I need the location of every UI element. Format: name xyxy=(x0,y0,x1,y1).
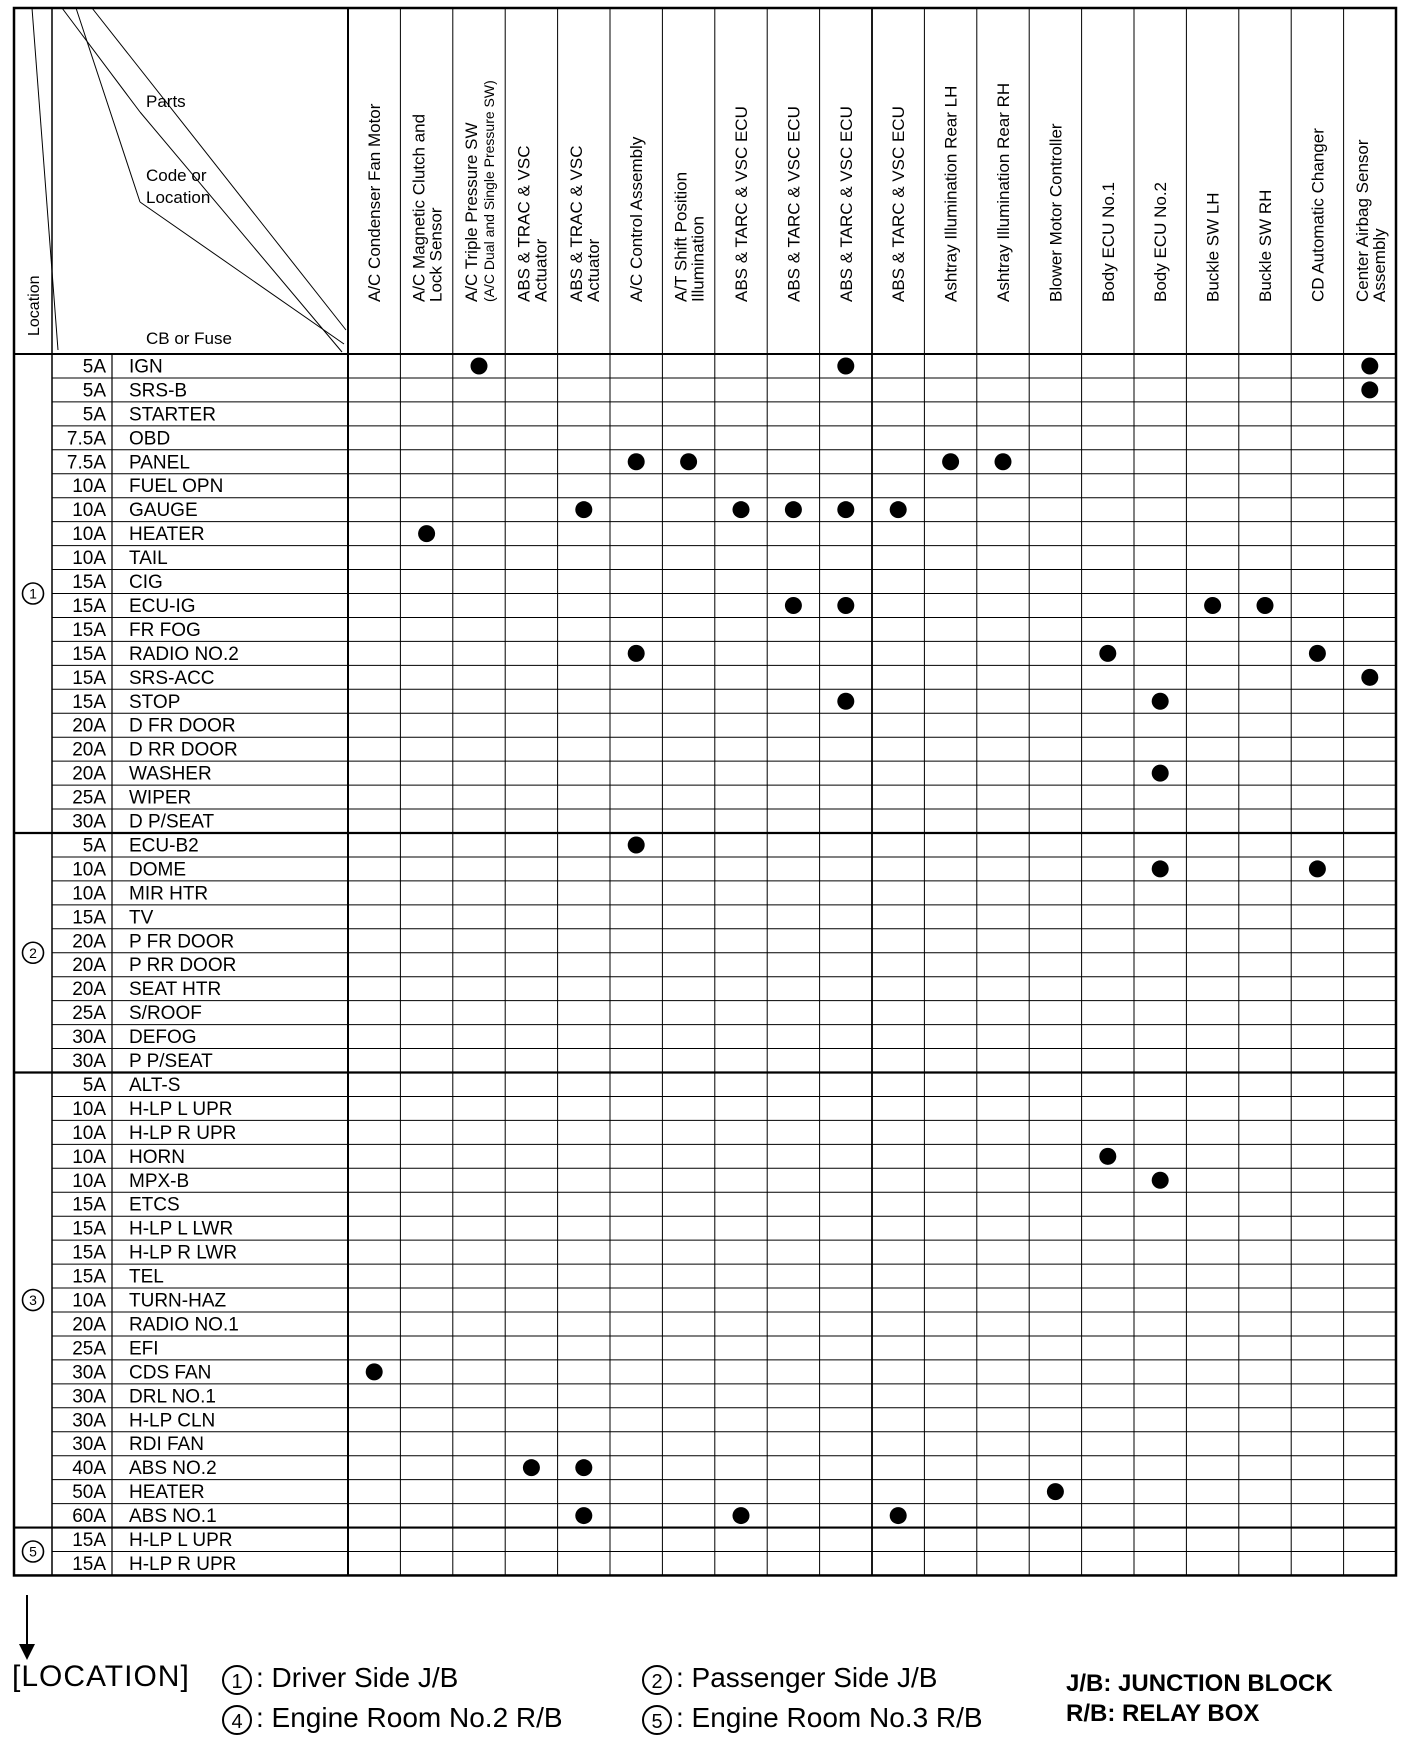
connection-dot xyxy=(1152,860,1169,877)
location-arrow-line xyxy=(26,1595,28,1647)
legend-text: : Passenger Side J/B xyxy=(676,1662,938,1693)
amperage-label: 10A xyxy=(72,1122,106,1144)
connection-dot xyxy=(1309,860,1326,877)
fuse-name-label: RADIO NO.1 xyxy=(129,1314,239,1336)
connection-dot xyxy=(628,836,645,853)
amperage-label: 20A xyxy=(72,979,106,1001)
amperage-label: 15A xyxy=(72,572,106,594)
amperage-label: 5A xyxy=(82,356,106,378)
header-diagonal xyxy=(140,202,344,344)
location-marker-number: 1 xyxy=(29,585,37,602)
amperage-label: 20A xyxy=(72,1314,106,1336)
amperage-label: 50A xyxy=(72,1482,106,1504)
column-header-label: ABS & TARC & VSC ECU xyxy=(732,106,751,302)
connection-dot xyxy=(837,501,854,518)
fuse-name-label: EFI xyxy=(129,1338,159,1360)
fuse-name-label: D FR DOOR xyxy=(129,715,236,737)
fuse-name-label: MIR HTR xyxy=(129,883,209,905)
circled-number-icon: 5 xyxy=(642,1705,672,1735)
amperage-label: 10A xyxy=(72,524,106,546)
connection-dot xyxy=(366,1363,383,1380)
amperage-label: 15A xyxy=(72,643,106,665)
fuse-name-label: H-LP R UPR xyxy=(129,1122,237,1144)
amperage-label: 30A xyxy=(72,1027,106,1049)
circled-number-icon: 1 xyxy=(222,1665,252,1695)
amperage-label: 20A xyxy=(72,931,106,953)
column-header-label: CD Automatic Changer xyxy=(1308,128,1328,302)
fuse-name-label: H-LP L LWR xyxy=(129,1218,234,1240)
fuse-name-label: P P/SEAT xyxy=(129,1051,213,1073)
connection-dot xyxy=(942,453,959,470)
connection-dot xyxy=(1361,381,1378,398)
connection-dot xyxy=(628,645,645,662)
amperage-label: 15A xyxy=(72,1194,106,1216)
amperage-label: 60A xyxy=(72,1506,106,1528)
parts-label: Parts xyxy=(146,92,186,111)
amperage-label: 7.5A xyxy=(66,428,106,450)
connection-dot xyxy=(1152,693,1169,710)
connection-dot xyxy=(1204,597,1221,614)
fuse-name-label: OBD xyxy=(129,428,171,450)
amperage-label: 15A xyxy=(72,907,106,929)
fuse-name-label: RADIO NO.2 xyxy=(129,643,239,665)
fuse-name-label: WIPER xyxy=(129,787,192,809)
fuse-name-label: GAUGE xyxy=(129,500,198,522)
header-diagonal xyxy=(92,8,346,330)
amperage-label: 5A xyxy=(82,835,106,857)
fuse-name-label: HEATER xyxy=(129,524,205,546)
amperage-label: 5A xyxy=(82,404,106,426)
amperage-label: 25A xyxy=(72,1003,106,1025)
column-header-label: Actuator xyxy=(531,238,551,302)
fuse-name-label: TURN-HAZ xyxy=(129,1290,227,1312)
amperage-label: 30A xyxy=(72,1434,106,1456)
fuse-name-label: P RR DOOR xyxy=(129,955,237,977)
column-header-label: ABS & TARC & VSC ECU xyxy=(784,106,804,302)
fuse-name-label: MPX-B xyxy=(129,1170,190,1192)
legend-text: : Engine Room No.2 R/B xyxy=(256,1702,563,1733)
connection-dot xyxy=(1257,597,1274,614)
connection-dot xyxy=(628,453,645,470)
amperage-label: 15A xyxy=(72,667,106,689)
column-header-label: A/C Magnetic Clutch and xyxy=(409,113,429,302)
column-header-label: Buckle SW LH xyxy=(1203,192,1223,302)
fuse-name-label: RDI FAN xyxy=(129,1434,204,1456)
fuse-name-label: SEAT HTR xyxy=(129,979,222,1001)
connection-dot xyxy=(1099,645,1116,662)
connection-dot xyxy=(1152,765,1169,782)
column-header-label: A/T Shift Position xyxy=(671,171,691,302)
fuse-name-label: SRS-ACC xyxy=(129,667,215,689)
amperage-label: 15A xyxy=(72,619,106,641)
column-header-label: Center Airbag Sensor xyxy=(1352,139,1372,302)
cb-or-fuse-label: CB or Fuse xyxy=(146,329,232,348)
amperage-label: 30A xyxy=(72,1051,106,1073)
legend-item-engine-room-3 xyxy=(642,1702,983,1735)
fuse-name-label: TAIL xyxy=(129,548,168,570)
connection-dot xyxy=(1361,669,1378,686)
fuse-name-label: ALT-S xyxy=(129,1074,181,1096)
connection-dot xyxy=(471,357,488,374)
column-header-label: A/C Condenser Fan Motor xyxy=(365,103,385,302)
header-diagonal xyxy=(62,8,140,112)
fuse-name-label: PANEL xyxy=(129,452,190,474)
fuse-name-label: P FR DOOR xyxy=(129,931,235,953)
column-header-label: Illumination xyxy=(688,216,708,302)
fuse-name-label: STARTER xyxy=(129,404,216,426)
connection-dot xyxy=(890,1507,907,1524)
legend-text: : Driver Side J/B xyxy=(256,1662,459,1693)
amperage-label: 5A xyxy=(82,380,106,402)
fuse-name-label: TV xyxy=(129,907,154,929)
amperage-label: 10A xyxy=(72,1170,106,1192)
connection-dot xyxy=(733,1507,750,1524)
amperage-label: 10A xyxy=(72,548,106,570)
column-header-label: A/C Triple Pressure SW xyxy=(462,122,481,302)
legend-item-driver-side xyxy=(222,1662,458,1695)
legend-text: : Engine Room No.3 R/B xyxy=(676,1702,983,1733)
connection-dot xyxy=(575,1507,592,1524)
connection-dot xyxy=(785,597,802,614)
circled-number-icon: 4 xyxy=(222,1705,252,1735)
header-diagonal xyxy=(76,8,140,202)
code-or-location-label: Location xyxy=(146,188,211,207)
column-header-label: (A/C Dual and Single Pressure SW) xyxy=(481,80,497,302)
amperage-label: 20A xyxy=(72,955,106,977)
fuse-name-label: ABS NO.2 xyxy=(129,1458,217,1480)
amperage-label: 10A xyxy=(72,1098,106,1120)
amperage-label: 15A xyxy=(72,1530,106,1552)
fuse-name-label: IGN xyxy=(129,356,163,378)
column-header-label: Blower Motor Controller xyxy=(1046,123,1066,302)
amperage-label: 30A xyxy=(72,1386,106,1408)
amperage-label: 15A xyxy=(72,595,106,617)
column-header-label: Assembly xyxy=(1369,228,1389,302)
amperage-label: 10A xyxy=(72,883,106,905)
column-header-label: ABS & TRAC & VSC xyxy=(514,145,534,302)
fuse-name-label: DRL NO.1 xyxy=(129,1386,216,1408)
fuse-name-label: HEATER xyxy=(129,1482,205,1504)
amperage-label: 30A xyxy=(72,1362,106,1384)
connection-dot xyxy=(523,1459,540,1476)
column-header-label: Ashtray Illumination Rear LH xyxy=(941,85,961,302)
column-header-label: Body ECU No.2 xyxy=(1151,182,1171,302)
header-diagonal xyxy=(140,112,342,352)
connection-dot xyxy=(1099,1148,1116,1165)
column-header-label: Body ECU No.1 xyxy=(1098,182,1118,302)
circled-number-icon: 2 xyxy=(642,1665,672,1695)
fuse-name-label: HORN xyxy=(129,1146,185,1168)
amperage-label: 25A xyxy=(72,787,106,809)
abbr-relay-box: R/B: RELAY BOX xyxy=(1066,1700,1260,1727)
connection-dot xyxy=(575,501,592,518)
fuse-name-label: S/ROOF xyxy=(129,1003,202,1025)
column-header-label: Lock Sensor xyxy=(426,207,446,302)
fuse-name-label: ECU-IG xyxy=(129,595,196,617)
amperage-label: 15A xyxy=(72,1266,106,1288)
amperage-label: 25A xyxy=(72,1338,106,1360)
fuse-name-label: CDS FAN xyxy=(129,1362,212,1384)
connection-dot xyxy=(995,453,1012,470)
connection-dot xyxy=(575,1459,592,1476)
fuse-name-label: CIG xyxy=(129,572,163,594)
fuse-name-label: ABS NO.1 xyxy=(129,1506,217,1528)
fuse-name-label: D P/SEAT xyxy=(129,811,215,833)
connection-dot xyxy=(785,501,802,518)
fuse-name-label: D RR DOOR xyxy=(129,739,238,761)
amperage-label: 20A xyxy=(72,763,106,785)
connection-dot xyxy=(733,501,750,518)
amperage-label: 15A xyxy=(72,1218,106,1240)
connection-dot xyxy=(680,453,697,470)
amperage-label: 5A xyxy=(82,1074,106,1096)
amperage-label: 10A xyxy=(72,500,106,522)
amperage-label: 10A xyxy=(72,1146,106,1168)
fuse-name-label: TEL xyxy=(129,1266,164,1288)
connection-dot xyxy=(837,357,854,374)
connection-dot xyxy=(837,693,854,710)
location-header-label: Location xyxy=(26,275,43,336)
legend-title: [LOCATION] xyxy=(12,1660,190,1693)
fuse-name-label: ECU-B2 xyxy=(129,835,199,857)
fuse-name-label: DEFOG xyxy=(129,1027,197,1049)
fuse-name-label: DOME xyxy=(129,859,186,881)
amperage-label: 15A xyxy=(72,691,106,713)
fuse-name-label: STOP xyxy=(129,691,181,713)
fuse-name-label: H-LP R LWR xyxy=(129,1242,238,1264)
connection-dot xyxy=(1152,1172,1169,1189)
connection-dot xyxy=(1361,357,1378,374)
amperage-label: 15A xyxy=(72,1553,106,1575)
location-marker-number: 2 xyxy=(29,944,37,961)
fuse-name-label: H-LP CLN xyxy=(129,1410,216,1432)
legend-item-passenger-side xyxy=(642,1662,937,1695)
location-marker-number: 3 xyxy=(29,1292,37,1309)
amperage-label: 7.5A xyxy=(66,452,106,474)
connection-dot xyxy=(890,501,907,518)
amperage-label: 10A xyxy=(72,476,106,498)
connection-dot xyxy=(1047,1483,1064,1500)
amperage-label: 30A xyxy=(72,1410,106,1432)
amperage-label: 40A xyxy=(72,1458,106,1480)
column-header-label: ABS & TARC & VSC ECU xyxy=(836,106,856,302)
connection-dot xyxy=(837,597,854,614)
column-header-label: ABS & TARC & VSC ECU xyxy=(889,106,909,302)
connection-dot xyxy=(1309,645,1326,662)
location-marker-number: 5 xyxy=(29,1543,37,1560)
connection-dot xyxy=(418,525,435,542)
column-header-label: Actuator xyxy=(583,238,603,302)
fuse-name-label: H-LP L UPR xyxy=(129,1530,233,1552)
amperage-label: 20A xyxy=(72,715,106,737)
fuse-name-label: FUEL OPN xyxy=(129,476,224,498)
fuse-name-label: H-LP R UPR xyxy=(129,1553,237,1575)
amperage-label: 30A xyxy=(72,811,106,833)
column-header-label: Buckle SW RH xyxy=(1256,189,1275,302)
fuse-name-label: H-LP L UPR xyxy=(129,1098,233,1120)
column-header-label: A/C Control Assembly xyxy=(627,136,647,302)
amperage-label: 10A xyxy=(72,1290,106,1312)
abbr-junction-block: J/B: JUNCTION BLOCK xyxy=(1066,1670,1333,1697)
fuse-name-label: ETCS xyxy=(129,1194,180,1216)
fuse-name-label: FR FOG xyxy=(129,619,201,641)
column-header-label: ABS & TRAC & VSC xyxy=(566,145,586,302)
location-arrow-icon xyxy=(19,1644,35,1660)
fuse-name-label: WASHER xyxy=(129,763,212,785)
column-header-label: Ashtray Illumination Rear RH xyxy=(994,82,1013,302)
amperage-label: 20A xyxy=(72,739,106,761)
amperage-label: 10A xyxy=(72,859,106,881)
legend-item-engine-room-2 xyxy=(222,1702,563,1735)
amperage-label: 15A xyxy=(72,1242,106,1264)
fuse-name-label: SRS-B xyxy=(129,380,188,402)
code-or-location-label: Code or xyxy=(146,166,207,185)
